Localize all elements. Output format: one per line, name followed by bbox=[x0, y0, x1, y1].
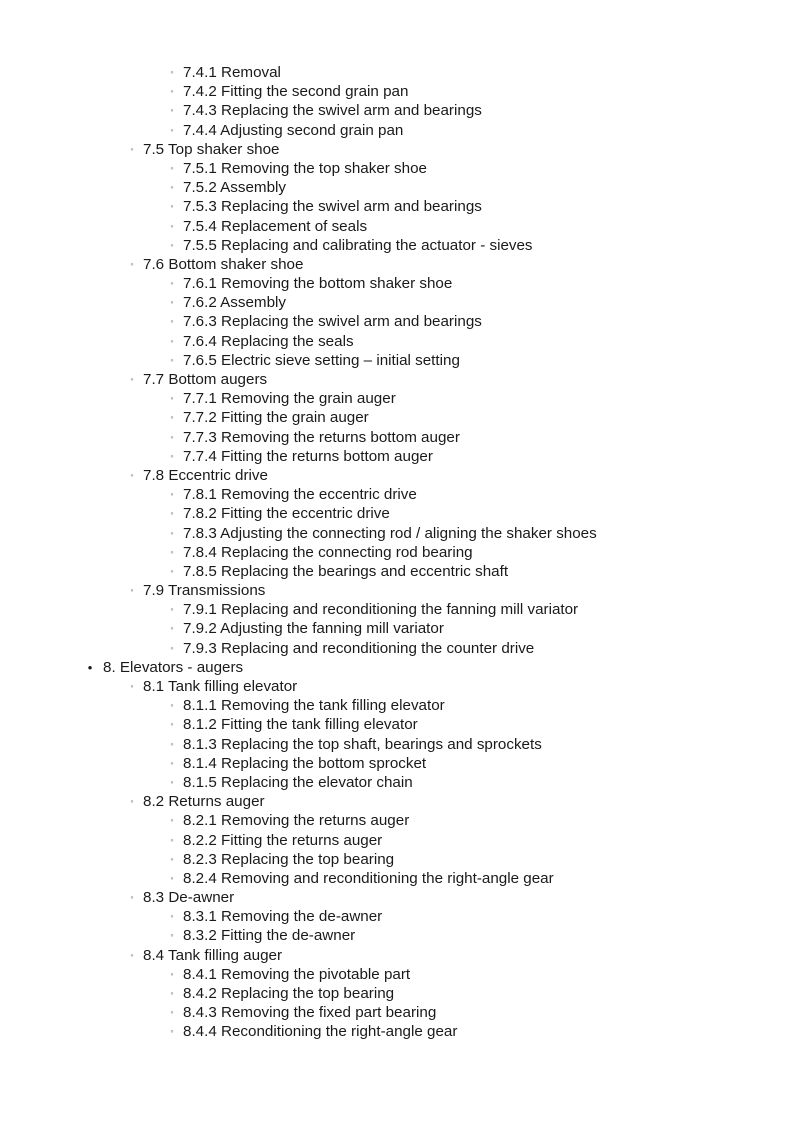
toc-entry-text: 7.7.2 Fitting the grain auger bbox=[183, 409, 369, 427]
toc-subsection bbox=[0, 735, 794, 754]
toc-entry-text: 8.4.3 Removing the fixed part bearing bbox=[183, 1004, 437, 1022]
toc-subsection bbox=[0, 408, 794, 427]
toc-entry-text: 7.4.4 Adjusting second grain pan bbox=[183, 121, 404, 139]
toc-subsection bbox=[0, 811, 794, 830]
hollow-bullet-icon: ◦ bbox=[170, 546, 174, 557]
hollow-bullet-icon: ◦ bbox=[170, 700, 174, 711]
toc-entry-text: 8.1.2 Fitting the tank filling elevator bbox=[183, 716, 418, 734]
hollow-bullet-icon: ◦ bbox=[170, 930, 174, 941]
toc-subsection bbox=[0, 236, 794, 255]
toc-entry-text: 7.9.2 Adjusting the fanning mill variator bbox=[183, 620, 444, 638]
hollow-bullet-icon: ◦ bbox=[170, 86, 174, 97]
hollow-bullet-icon: ◦ bbox=[170, 297, 174, 308]
hollow-bullet-icon: ◦ bbox=[170, 124, 174, 135]
toc-section bbox=[0, 255, 794, 274]
toc-subsection bbox=[0, 926, 794, 945]
hollow-bullet-icon: ◦ bbox=[130, 469, 134, 480]
toc-subsection bbox=[0, 178, 794, 197]
toc-subsection bbox=[0, 831, 794, 850]
toc-entry-text: 8.3.2 Fitting the de-awner bbox=[183, 927, 356, 945]
toc-entry-text: 7.4.2 Fitting the second grain pan bbox=[183, 83, 409, 101]
toc-entry-text: 7.9 Transmissions bbox=[143, 582, 266, 600]
toc-entry-text: 7.9.3 Replacing and reconditioning the counter drive bbox=[183, 639, 535, 657]
hollow-bullet-icon: ◦ bbox=[170, 508, 174, 519]
toc-subsection bbox=[0, 619, 794, 638]
toc-subsection bbox=[0, 63, 794, 82]
toc-section bbox=[0, 466, 794, 485]
hollow-bullet-icon: ◦ bbox=[170, 642, 174, 653]
toc-entry-text: 7.6.1 Removing the bottom shaker shoe bbox=[183, 275, 453, 293]
hollow-bullet-icon: ◦ bbox=[170, 604, 174, 615]
toc-entry-text: 7.8.2 Fitting the eccentric drive bbox=[183, 505, 390, 523]
hollow-bullet-icon: ◦ bbox=[170, 988, 174, 998]
toc-entry-text: 8.1.1 Removing the tank filling elevator bbox=[183, 697, 445, 715]
hollow-bullet-icon: ◦ bbox=[170, 182, 174, 193]
toc-section bbox=[0, 792, 794, 811]
toc-subsection bbox=[0, 524, 794, 543]
toc-subsection bbox=[0, 101, 794, 120]
toc-subsection bbox=[0, 600, 794, 619]
toc-subsection bbox=[0, 543, 794, 562]
toc-entry-text: 7.7.3 Removing the returns bottom auger bbox=[183, 428, 460, 446]
hollow-bullet-icon: ◦ bbox=[170, 316, 174, 327]
toc-entry-text: 7.7.1 Removing the grain auger bbox=[183, 390, 396, 408]
toc-entry-text: 8.2.3 Replacing the top bearing bbox=[183, 850, 395, 868]
hollow-bullet-icon: ◦ bbox=[130, 796, 134, 807]
hollow-bullet-icon: ◦ bbox=[170, 393, 174, 404]
toc-subsection bbox=[0, 82, 794, 101]
toc-subsection bbox=[0, 351, 794, 370]
hollow-bullet-icon: ◦ bbox=[170, 565, 174, 576]
toc-entry-text: 8.4.2 Replacing the top bearing bbox=[183, 985, 395, 1002]
hollow-bullet-icon: ◦ bbox=[170, 67, 174, 77]
toc-entry-text: 7.9.1 Replacing and reconditioning the fanning mill variator bbox=[183, 601, 579, 619]
toc-entry-text: 7.6.5 Electric sieve setting – initial setting bbox=[183, 351, 460, 369]
toc-subsection bbox=[0, 389, 794, 408]
toc-entry-text: 8.1.3 Replacing the top shaft, bearings and sprockets bbox=[183, 735, 542, 753]
hollow-bullet-icon: ◦ bbox=[130, 374, 134, 384]
toc-chapter bbox=[0, 658, 794, 677]
toc-subsection bbox=[0, 428, 794, 447]
hollow-bullet-icon: ◦ bbox=[170, 239, 174, 250]
toc-entry-text: 7.5.3 Replacing the swivel arm and bearings bbox=[183, 198, 482, 216]
toc-subsection bbox=[0, 965, 794, 984]
hollow-bullet-icon: ◦ bbox=[170, 527, 174, 538]
toc-entry-text: 8. Elevators - augers bbox=[103, 658, 244, 676]
toc-subsection bbox=[0, 715, 794, 734]
toc-entry-text: 8.3.1 Removing the de-awner bbox=[183, 908, 383, 926]
toc-entry-text: 7.8.3 Adjusting the connecting rod / aligning the shaker shoes bbox=[183, 524, 597, 542]
toc-entry-text: 7.8.5 Replacing the bearings and eccentric shaft bbox=[183, 562, 509, 580]
toc-subsection bbox=[0, 850, 794, 869]
toc-entry-text: 7.7.4 Fitting the returns bottom auger bbox=[183, 447, 433, 465]
toc-section bbox=[0, 140, 794, 159]
toc-section bbox=[0, 888, 794, 907]
toc-subsection bbox=[0, 485, 794, 504]
toc-subsection bbox=[0, 984, 794, 1003]
toc-entry-text: 8.1.4 Replacing the bottom sprocket bbox=[183, 754, 427, 772]
toc-entry-text: 8.4.4 Reconditioning the right-angle gear bbox=[183, 1023, 458, 1041]
hollow-bullet-icon: ◦ bbox=[170, 220, 174, 231]
toc-entry-text: 8.3 De-awner bbox=[143, 889, 235, 907]
hollow-bullet-icon: ◦ bbox=[130, 681, 134, 691]
toc-entry-text: 8.1.5 Replacing the elevator chain bbox=[183, 773, 413, 791]
toc-subsection bbox=[0, 159, 794, 178]
hollow-bullet-icon: ◦ bbox=[170, 489, 174, 500]
hollow-bullet-icon: ◦ bbox=[170, 1026, 174, 1037]
toc-subsection bbox=[0, 217, 794, 236]
hollow-bullet-icon: ◦ bbox=[170, 278, 174, 289]
toc-entry-text: 7.8.1 Removing the eccentric drive bbox=[183, 486, 417, 504]
hollow-bullet-icon: ◦ bbox=[130, 143, 134, 154]
toc-entry-text: 8.4.1 Removing the pivotable part bbox=[183, 965, 411, 983]
toc-entry-text: 8.4 Tank filling auger bbox=[143, 946, 283, 964]
toc-subsection bbox=[0, 293, 794, 312]
hollow-bullet-icon: ◦ bbox=[170, 911, 174, 922]
toc-subsection bbox=[0, 869, 794, 888]
toc-subsection bbox=[0, 197, 794, 216]
hollow-bullet-icon: ◦ bbox=[130, 258, 134, 269]
toc-subsection bbox=[0, 907, 794, 926]
toc-entry-text: 7.7 Bottom augers bbox=[143, 371, 268, 388]
hollow-bullet-icon: ◦ bbox=[170, 623, 174, 634]
toc-entry-text: 7.6.2 Assembly bbox=[183, 294, 286, 312]
hollow-bullet-icon: ◦ bbox=[170, 201, 174, 212]
toc-section bbox=[0, 581, 794, 600]
hollow-bullet-icon: ◦ bbox=[170, 872, 174, 883]
toc-subsection bbox=[0, 447, 794, 466]
hollow-bullet-icon: ◦ bbox=[170, 335, 174, 346]
toc-subsection bbox=[0, 1003, 794, 1022]
toc-entry-text: 7.8 Eccentric drive bbox=[143, 466, 268, 484]
toc-entry-text: 7.5.5 Replacing and calibrating the actuator - sieves bbox=[183, 236, 533, 254]
toc-subsection bbox=[0, 504, 794, 523]
toc-section bbox=[0, 370, 794, 389]
hollow-bullet-icon: ◦ bbox=[170, 412, 174, 423]
hollow-bullet-icon: ◦ bbox=[130, 585, 134, 596]
toc-entry-text: 7.5.1 Removing the top shaker shoe bbox=[183, 159, 427, 177]
toc-subsection bbox=[0, 696, 794, 715]
hollow-bullet-icon: ◦ bbox=[170, 354, 174, 365]
toc-subsection bbox=[0, 773, 794, 792]
toc-subsection bbox=[0, 639, 794, 658]
toc-entry-text: 7.5 Top shaker shoe bbox=[143, 140, 280, 158]
hollow-bullet-icon: ◦ bbox=[170, 815, 174, 826]
hollow-bullet-icon: ◦ bbox=[170, 834, 174, 845]
toc-subsection bbox=[0, 312, 794, 331]
toc-entry-text: 8.2.2 Fitting the returns auger bbox=[183, 831, 383, 849]
hollow-bullet-icon: ◦ bbox=[170, 968, 174, 979]
hollow-bullet-icon: ◦ bbox=[170, 776, 174, 787]
hollow-bullet-icon: ◦ bbox=[130, 892, 134, 903]
toc-entry-text: 7.6.4 Replacing the seals bbox=[183, 332, 354, 350]
hollow-bullet-icon: ◦ bbox=[170, 162, 174, 173]
toc-entry-text: 8.2.1 Removing the returns auger bbox=[183, 812, 410, 830]
hollow-bullet-icon: ◦ bbox=[130, 949, 134, 960]
hollow-bullet-icon: ◦ bbox=[170, 757, 174, 768]
hollow-bullet-icon: ◦ bbox=[170, 450, 174, 461]
toc-subsection bbox=[0, 121, 794, 140]
hollow-bullet-icon: ◦ bbox=[170, 105, 174, 116]
toc-entry-text: 7.6 Bottom shaker shoe bbox=[143, 255, 304, 273]
hollow-bullet-icon: ◦ bbox=[170, 738, 174, 749]
toc-section bbox=[0, 946, 794, 965]
hollow-bullet-icon: ◦ bbox=[170, 853, 174, 864]
toc-entry-text: 7.6.3 Replacing the swivel arm and bearings bbox=[183, 313, 482, 331]
toc-entry-text: 8.1 Tank filling elevator bbox=[143, 678, 298, 695]
toc-section bbox=[0, 677, 794, 696]
toc-entry-text: 7.8.4 Replacing the connecting rod bearing bbox=[183, 543, 473, 561]
hollow-bullet-icon: ◦ bbox=[170, 719, 174, 730]
bullet-icon: • bbox=[87, 659, 93, 675]
toc-entry-text: 7.5.4 Replacement of seals bbox=[183, 217, 368, 235]
toc-entry-text: 8.2 Returns auger bbox=[143, 793, 265, 811]
toc-entry-text: 7.4.1 Removal bbox=[183, 64, 281, 81]
toc-entry-text: 7.4.3 Replacing the swivel arm and bearings bbox=[183, 102, 482, 120]
toc-subsection bbox=[0, 332, 794, 351]
toc-subsection bbox=[0, 1022, 794, 1041]
toc-entry-text: 7.5.2 Assembly bbox=[183, 179, 286, 197]
toc-subsection bbox=[0, 274, 794, 293]
toc-subsection bbox=[0, 562, 794, 581]
hollow-bullet-icon: ◦ bbox=[170, 431, 174, 442]
toc-subsection bbox=[0, 754, 794, 773]
toc-entry-text: 8.2.4 Removing and reconditioning the right-angle gear bbox=[183, 869, 554, 887]
table-of-contents bbox=[0, 63, 794, 1042]
hollow-bullet-icon: ◦ bbox=[170, 1007, 174, 1018]
